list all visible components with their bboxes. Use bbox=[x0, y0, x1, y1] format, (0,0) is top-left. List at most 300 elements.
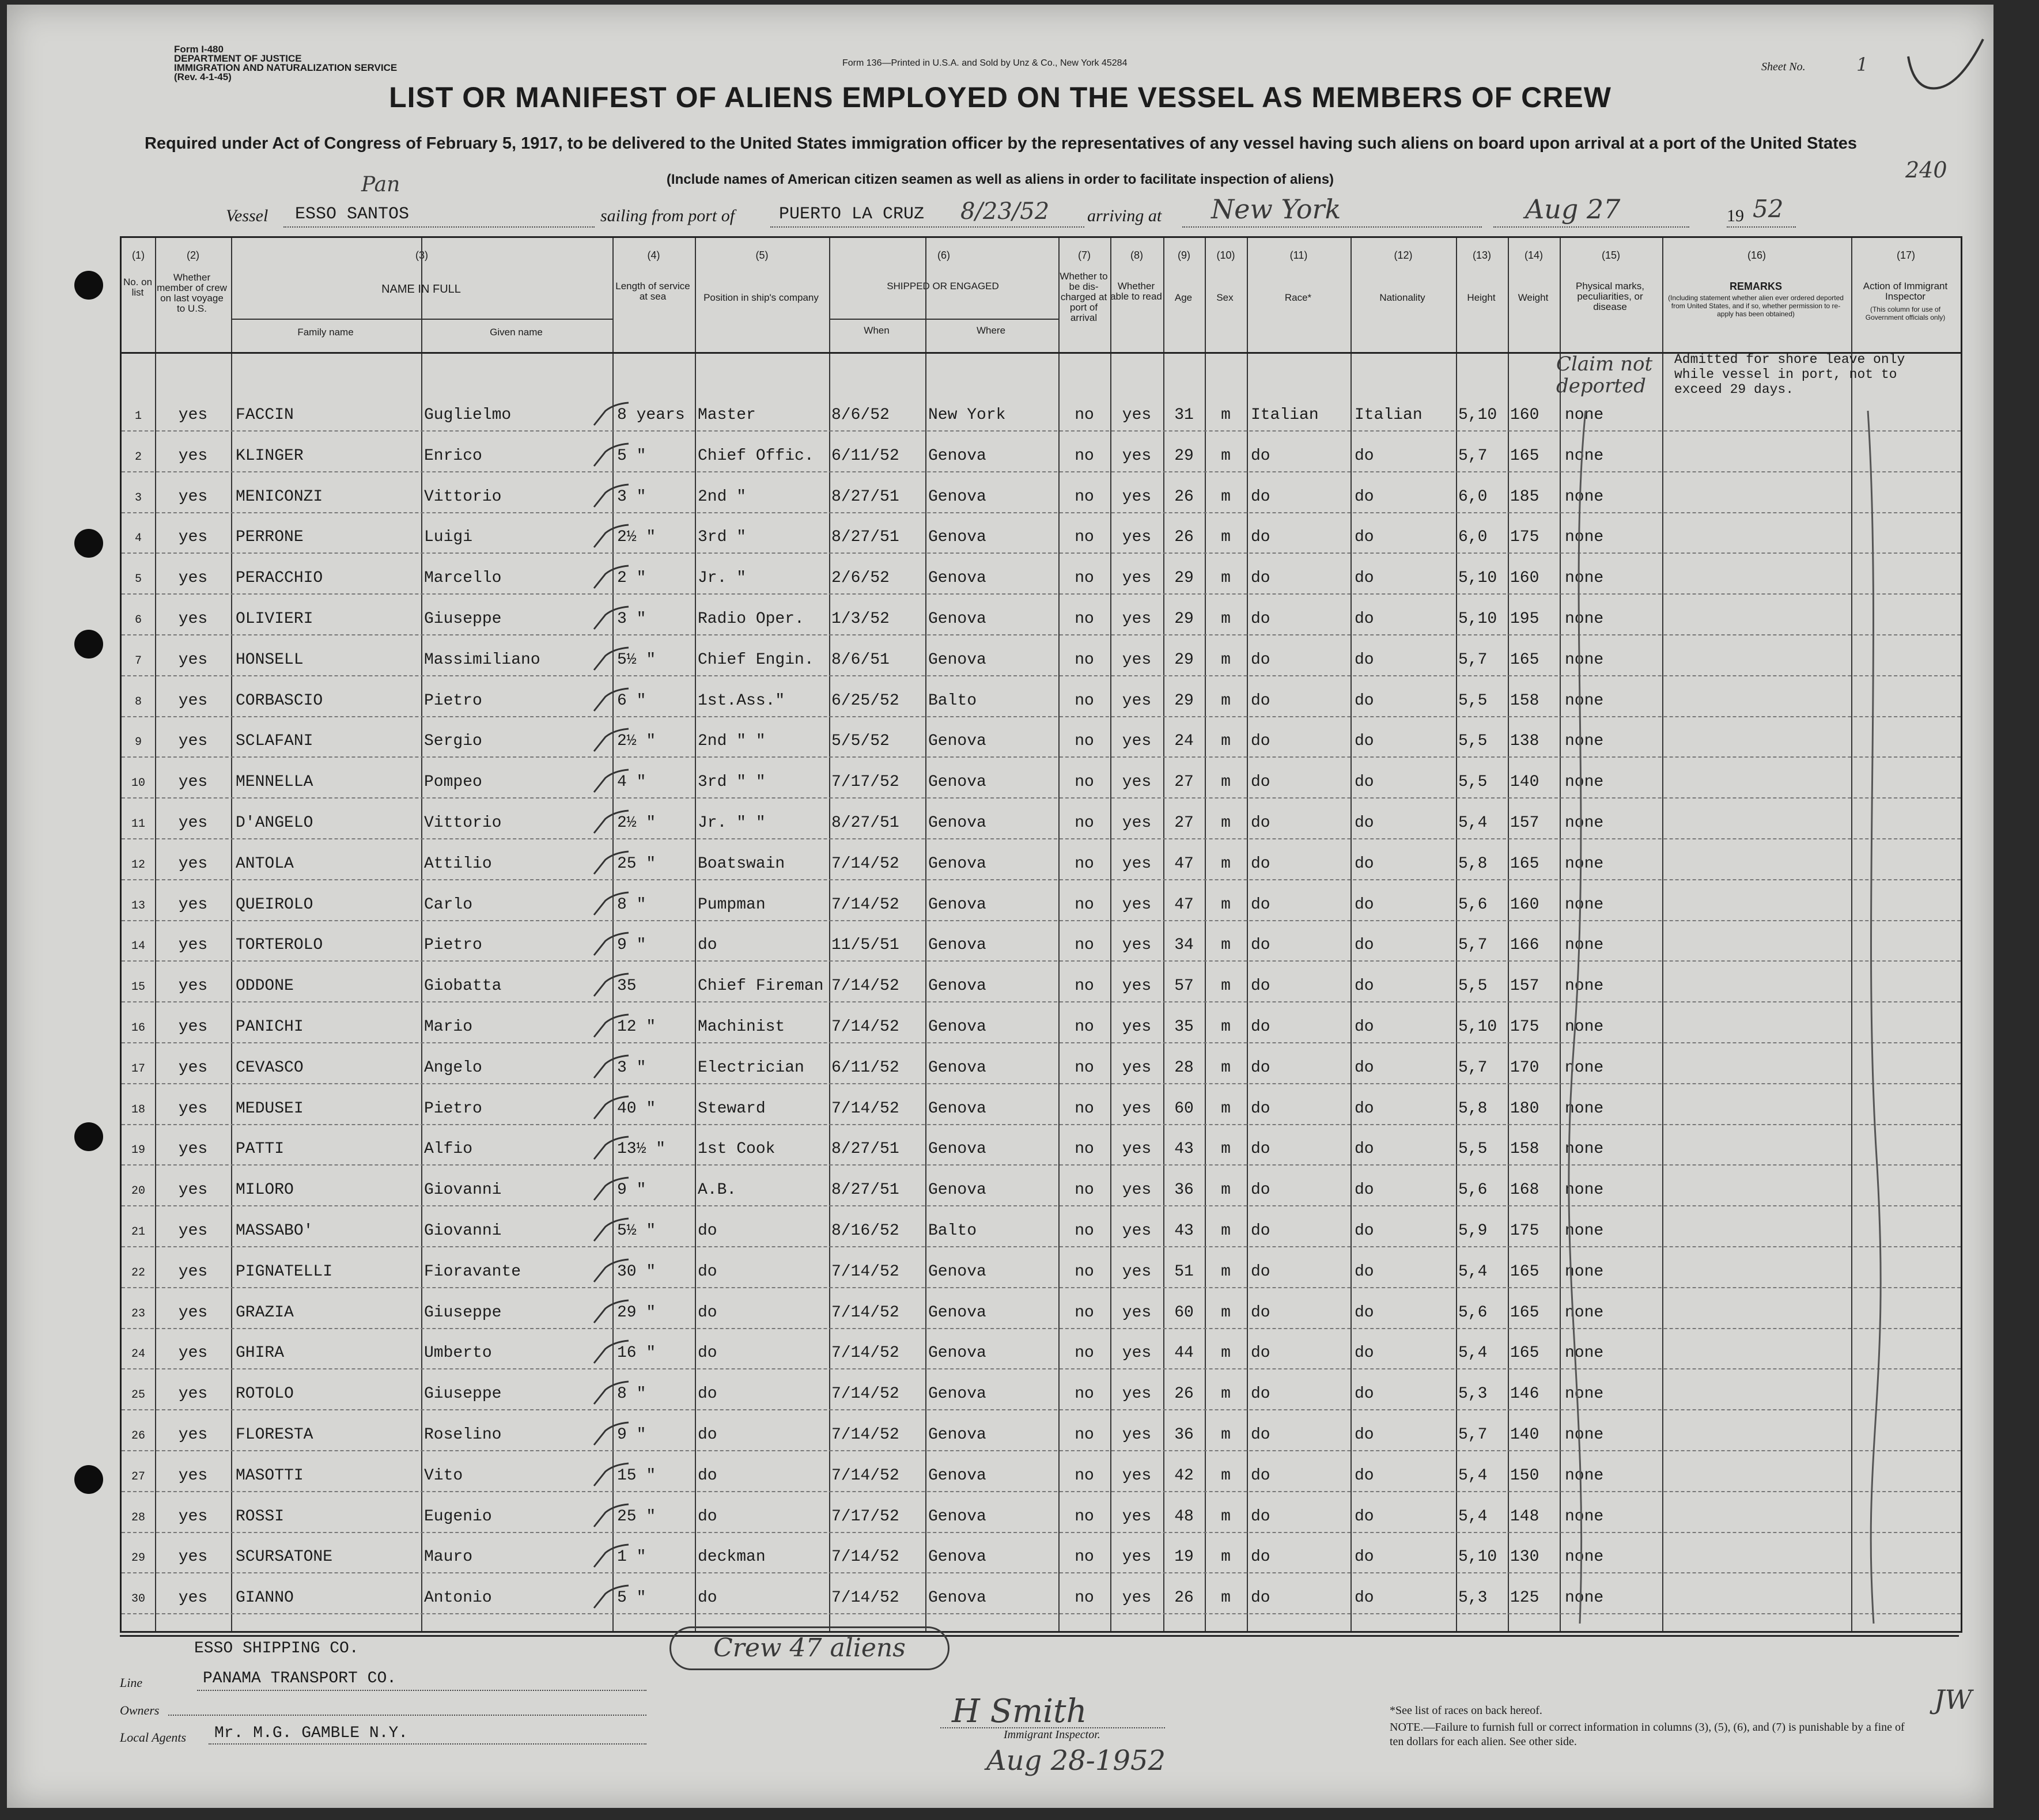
cell-nationality: do bbox=[1355, 1344, 1374, 1363]
cell-where: Genova bbox=[928, 650, 986, 669]
cell-family: MASSABO' bbox=[236, 1222, 313, 1240]
cell-marks: none bbox=[1565, 814, 1604, 832]
check-tick bbox=[591, 725, 631, 754]
inspector-date: Aug 28-1952 bbox=[986, 1745, 1166, 1777]
row-rule bbox=[122, 1491, 1961, 1492]
cell-service: 13½ " bbox=[617, 1140, 666, 1159]
check-tick bbox=[591, 521, 631, 550]
cell-age: 29 bbox=[1174, 610, 1194, 628]
cell-race: do bbox=[1251, 895, 1270, 914]
cell-member: yes bbox=[178, 1385, 208, 1403]
cell-discharged: no bbox=[1075, 569, 1094, 588]
column-divider bbox=[1662, 238, 1663, 1631]
cell-marks: none bbox=[1565, 1548, 1604, 1567]
cell-read: yes bbox=[1122, 814, 1152, 832]
cell-position: 1st Cook bbox=[698, 1140, 775, 1159]
cell-nationality: do bbox=[1355, 1018, 1374, 1036]
cell-weight: 146 bbox=[1510, 1385, 1539, 1403]
row-rule bbox=[122, 593, 1961, 595]
cell-race: do bbox=[1251, 936, 1270, 955]
cell-sex: m bbox=[1221, 1344, 1231, 1363]
cell-sex: m bbox=[1221, 1548, 1231, 1567]
check-tick bbox=[591, 562, 631, 591]
cell-when: 7/14/52 bbox=[831, 1262, 899, 1281]
header-when: When bbox=[864, 325, 890, 336]
cell-weight: 195 bbox=[1510, 610, 1539, 628]
cell-no: 17 bbox=[131, 1062, 145, 1076]
cell-when: 7/14/52 bbox=[831, 895, 899, 914]
cell-read: yes bbox=[1122, 1181, 1152, 1200]
cell-position: do bbox=[698, 1589, 717, 1607]
cell-position: 3rd " " bbox=[698, 773, 766, 792]
cell-height: 5,10 bbox=[1458, 1548, 1497, 1567]
cell-position: do bbox=[698, 1385, 717, 1403]
header-remarks: REMARKS bbox=[1729, 281, 1782, 292]
cell-marks: none bbox=[1565, 1262, 1604, 1281]
cell-no: 29 bbox=[131, 1552, 145, 1565]
form-id-line: Form I-480 bbox=[174, 44, 224, 55]
cell-when: 7/14/52 bbox=[831, 1303, 899, 1322]
cell-no: 30 bbox=[131, 1592, 145, 1606]
inspector-label: Immigrant Inspector. bbox=[1004, 1728, 1100, 1741]
cell-discharged: no bbox=[1075, 487, 1094, 506]
cell-height: 5,7 bbox=[1458, 1426, 1488, 1444]
cell-given: Pompeo bbox=[424, 773, 482, 792]
cell-height: 5,3 bbox=[1458, 1385, 1488, 1403]
cell-weight: 160 bbox=[1510, 406, 1539, 424]
cell-weight: 165 bbox=[1510, 1303, 1539, 1322]
cell-race: do bbox=[1251, 691, 1270, 710]
cell-when: 8/6/51 bbox=[831, 650, 890, 669]
cell-no: 21 bbox=[131, 1225, 145, 1239]
cell-weight: 160 bbox=[1510, 569, 1539, 588]
cell-member: yes bbox=[178, 1262, 208, 1281]
cell-weight: 180 bbox=[1510, 1099, 1539, 1118]
cell-where: Genova bbox=[928, 977, 986, 996]
agents-rule bbox=[209, 1743, 646, 1745]
cell-height: 5,7 bbox=[1458, 447, 1488, 465]
cell-race: do bbox=[1251, 1140, 1270, 1159]
check-tick bbox=[591, 440, 631, 469]
cell-marks: none bbox=[1565, 1018, 1604, 1036]
cell-position: do bbox=[698, 1466, 717, 1485]
cell-weight: 148 bbox=[1510, 1507, 1539, 1526]
cell-weight: 140 bbox=[1510, 1426, 1539, 1444]
row-rule bbox=[122, 838, 1961, 839]
cell-position: Chief Offic. bbox=[698, 447, 814, 465]
cell-family: PERRONE bbox=[236, 528, 304, 547]
cell-nationality: do bbox=[1355, 528, 1374, 547]
cell-weight: 175 bbox=[1510, 1222, 1539, 1240]
cell-marks: none bbox=[1565, 936, 1604, 955]
cell-height: 5,6 bbox=[1458, 895, 1488, 914]
cell-sex: m bbox=[1221, 569, 1231, 588]
cell-member: yes bbox=[178, 1303, 208, 1322]
column-number: (6) bbox=[937, 249, 950, 261]
corner-initials: JW bbox=[1934, 1684, 1972, 1715]
cell-nationality: do bbox=[1355, 732, 1374, 751]
cell-height: 5,8 bbox=[1458, 1099, 1488, 1118]
cell-given: Vittorio bbox=[424, 487, 502, 506]
sheet-label: Sheet No. bbox=[1761, 60, 1806, 73]
cell-read: yes bbox=[1122, 691, 1152, 710]
cell-member: yes bbox=[178, 1222, 208, 1240]
header-race: Race* bbox=[1284, 292, 1312, 303]
cell-family: SCURSATONE bbox=[236, 1548, 333, 1567]
cell-service: 4 " bbox=[617, 773, 646, 792]
row-rule bbox=[122, 634, 1961, 635]
manifest-sheet bbox=[7, 5, 1993, 1808]
cell-position: Electrician bbox=[698, 1058, 804, 1077]
cell-service: 35 bbox=[617, 977, 637, 996]
cell-no: 25 bbox=[131, 1388, 145, 1402]
cell-family: MASOTTI bbox=[236, 1466, 304, 1485]
cell-where: Genova bbox=[928, 1507, 986, 1526]
cell-discharged: no bbox=[1075, 854, 1094, 873]
cell-weight: 125 bbox=[1510, 1589, 1539, 1607]
cell-height: 5,7 bbox=[1458, 936, 1488, 955]
cell-where: Genova bbox=[928, 528, 986, 547]
cell-nationality: do bbox=[1355, 1181, 1374, 1200]
cell-marks: none bbox=[1565, 1466, 1604, 1485]
sailing-rule bbox=[770, 226, 1084, 228]
header-no: No. on list bbox=[123, 277, 153, 298]
cell-service: 9 " bbox=[617, 1426, 646, 1444]
cell-given: Giuseppe bbox=[424, 610, 502, 628]
cell-service: 25 " bbox=[617, 854, 656, 873]
cell-position: Jr. " " bbox=[698, 814, 766, 832]
cell-weight: 160 bbox=[1510, 895, 1539, 914]
cell-where: Genova bbox=[928, 1058, 986, 1077]
cell-position: Chief Engin. bbox=[698, 650, 814, 669]
header-family-name: Family name bbox=[297, 327, 354, 338]
row-rule bbox=[122, 797, 1961, 799]
column-divider bbox=[1560, 238, 1561, 1631]
cell-family: MILORO bbox=[236, 1181, 294, 1200]
cell-discharged: no bbox=[1075, 1099, 1094, 1118]
cell-member: yes bbox=[178, 732, 208, 751]
cell-position: 1st.Ass." bbox=[698, 691, 785, 710]
cell-height: 6,0 bbox=[1458, 528, 1488, 547]
cell-age: 27 bbox=[1174, 773, 1194, 792]
cell-marks: none bbox=[1565, 1589, 1604, 1607]
column-number: (9) bbox=[1178, 249, 1190, 261]
cell-no: 20 bbox=[131, 1185, 145, 1198]
cell-family: OLIVIERI bbox=[236, 610, 313, 628]
column-number: (13) bbox=[1472, 249, 1491, 261]
company-name: ESSO SHIPPING CO. bbox=[194, 1640, 359, 1658]
cell-marks: none bbox=[1565, 1385, 1604, 1403]
cell-read: yes bbox=[1122, 1548, 1152, 1567]
cell-weight: 166 bbox=[1510, 936, 1539, 955]
cell-position: deckman bbox=[698, 1548, 766, 1567]
check-tick bbox=[591, 929, 631, 958]
cell-height: 5,4 bbox=[1458, 1507, 1488, 1526]
cell-marks: none bbox=[1565, 1426, 1604, 1444]
cell-member: yes bbox=[178, 569, 208, 588]
cell-when: 7/14/52 bbox=[831, 1385, 899, 1403]
cell-family: GRAZIA bbox=[236, 1303, 294, 1322]
cell-height: 6,0 bbox=[1458, 487, 1488, 506]
cell-nationality: do bbox=[1355, 1589, 1374, 1607]
cell-service: 5½ " bbox=[617, 650, 656, 669]
column-divider bbox=[231, 238, 232, 1631]
cell-no: 28 bbox=[131, 1511, 145, 1524]
crew-table bbox=[120, 236, 1962, 1633]
cell-position: 2nd " bbox=[698, 487, 747, 506]
column-number: (15) bbox=[1601, 249, 1620, 261]
cell-member: yes bbox=[178, 773, 208, 792]
cell-age: 57 bbox=[1174, 977, 1194, 996]
cell-service: 2½ " bbox=[617, 814, 656, 832]
cell-no: 23 bbox=[131, 1307, 145, 1320]
punch-hole bbox=[74, 1465, 103, 1494]
cell-service: 2½ " bbox=[617, 732, 656, 751]
cell-nationality: do bbox=[1355, 610, 1374, 628]
cell-member: yes bbox=[178, 936, 208, 955]
cell-family: MEDUSEI bbox=[236, 1099, 304, 1118]
cell-given: Vito bbox=[424, 1466, 463, 1485]
cell-read: yes bbox=[1122, 854, 1152, 873]
cell-height: 5,5 bbox=[1458, 732, 1488, 751]
punch-hole bbox=[74, 1122, 103, 1151]
cell-service: 1 " bbox=[617, 1548, 646, 1567]
cell-weight: 158 bbox=[1510, 1140, 1539, 1159]
cell-service: 8 years bbox=[617, 406, 685, 424]
cell-position: Radio Oper. bbox=[698, 610, 804, 628]
cell-marks: none bbox=[1565, 977, 1604, 996]
cell-weight: 140 bbox=[1510, 773, 1539, 792]
cell-family: HONSELL bbox=[236, 650, 304, 669]
cell-family: MENICONZI bbox=[236, 487, 323, 506]
cell-family: CORBASCIO bbox=[236, 691, 323, 710]
cell-nationality: do bbox=[1355, 1140, 1374, 1159]
header-where: Where bbox=[976, 325, 1006, 336]
cell-given: Carlo bbox=[424, 895, 473, 914]
check-tick bbox=[591, 807, 631, 836]
cell-when: 1/3/52 bbox=[831, 610, 890, 628]
cell-sex: m bbox=[1221, 447, 1231, 465]
cell-family: PATTI bbox=[236, 1140, 285, 1159]
cell-sex: m bbox=[1221, 1589, 1231, 1607]
cell-position: Jr. " bbox=[698, 569, 747, 588]
check-tick bbox=[591, 644, 631, 673]
cell-family: FACCIN bbox=[236, 406, 294, 424]
cell-when: 7/14/52 bbox=[831, 1466, 899, 1485]
header-action-sub: (This column for use of Government officials only) bbox=[1865, 305, 1946, 321]
owners-label: Owners bbox=[120, 1703, 160, 1717]
check-tick bbox=[591, 1582, 631, 1611]
header-position: Position in ship's company bbox=[703, 292, 819, 303]
cell-position: Boatswain bbox=[698, 854, 785, 873]
cell-discharged: no bbox=[1075, 1466, 1094, 1485]
cell-discharged: no bbox=[1075, 936, 1094, 955]
cell-age: 42 bbox=[1174, 1466, 1194, 1485]
cell-age: 44 bbox=[1174, 1344, 1194, 1363]
form-id-block bbox=[174, 45, 397, 82]
cell-where: Genova bbox=[928, 1385, 986, 1403]
cell-height: 5,4 bbox=[1458, 1466, 1488, 1485]
cell-no: 13 bbox=[131, 899, 145, 913]
check-tick bbox=[591, 1215, 631, 1244]
cell-read: yes bbox=[1122, 610, 1152, 628]
cell-sex: m bbox=[1221, 1385, 1231, 1403]
row-rule bbox=[122, 879, 1961, 880]
cell-age: 34 bbox=[1174, 936, 1194, 955]
cell-age: 35 bbox=[1174, 1018, 1194, 1036]
check-tick bbox=[591, 1256, 631, 1285]
sheet-number: 1 bbox=[1856, 54, 1868, 75]
cell-sex: m bbox=[1221, 895, 1231, 914]
cell-no: 8 bbox=[134, 695, 142, 709]
row-rule bbox=[122, 553, 1961, 554]
cell-when: 7/14/52 bbox=[831, 1548, 899, 1567]
cell-race: do bbox=[1251, 1466, 1270, 1485]
failure-note: NOTE.—Failure to furnish full or correct information in columns (3), (5), (6), and (7) is punishable by a fine of ten dollars for each alien. See other side. bbox=[1390, 1721, 1905, 1748]
cell-read: yes bbox=[1122, 1058, 1152, 1077]
punch-hole bbox=[74, 271, 103, 300]
column-number: (12) bbox=[1394, 249, 1413, 261]
owners-rule bbox=[168, 1715, 646, 1716]
cell-read: yes bbox=[1122, 1385, 1152, 1403]
cell-family: QUEIROLO bbox=[236, 895, 313, 914]
cell-weight: 170 bbox=[1510, 1058, 1539, 1077]
stamp-number: 240 bbox=[1905, 157, 1947, 183]
row-rule bbox=[122, 1287, 1961, 1288]
cell-when: 7/14/52 bbox=[831, 1099, 899, 1118]
header-action-inspector: Action of Immigrant Inspector bbox=[1863, 281, 1948, 302]
cell-read: yes bbox=[1122, 447, 1152, 465]
cell-height: 5,7 bbox=[1458, 1058, 1488, 1077]
header-sex: Sex bbox=[1216, 292, 1234, 303]
check-tick bbox=[591, 1337, 631, 1366]
cell-no: 7 bbox=[134, 654, 142, 668]
cell-race: do bbox=[1251, 814, 1270, 832]
cell-nationality: do bbox=[1355, 1262, 1374, 1281]
cell-read: yes bbox=[1122, 487, 1152, 506]
cell-no: 5 bbox=[134, 573, 142, 587]
cell-nationality: do bbox=[1355, 1426, 1374, 1444]
arriving-port-handwritten: New York bbox=[1211, 194, 1341, 225]
crew-count-handwritten: Crew 47 aliens bbox=[713, 1633, 906, 1663]
cell-age: 36 bbox=[1174, 1426, 1194, 1444]
cell-given: Giobatta bbox=[424, 977, 502, 996]
cell-sex: m bbox=[1221, 1181, 1231, 1200]
cell-height: 5,4 bbox=[1458, 1262, 1488, 1281]
cell-no: 2 bbox=[134, 450, 142, 464]
cell-read: yes bbox=[1122, 1303, 1152, 1322]
column-number: (8) bbox=[1130, 249, 1143, 261]
cell-marks: none bbox=[1565, 650, 1604, 669]
cell-position: Steward bbox=[698, 1099, 766, 1118]
cell-discharged: no bbox=[1075, 650, 1094, 669]
cell-no: 15 bbox=[131, 981, 145, 994]
cell-member: yes bbox=[178, 854, 208, 873]
cell-position: do bbox=[698, 1262, 717, 1281]
cell-given: Roselino bbox=[424, 1426, 502, 1444]
cell-race: do bbox=[1251, 1385, 1270, 1403]
cell-where: Genova bbox=[928, 1589, 986, 1607]
cell-given: Fioravante bbox=[424, 1262, 521, 1281]
cell-where: Balto bbox=[928, 1222, 977, 1240]
cell-race: do bbox=[1251, 569, 1270, 588]
cell-no: 6 bbox=[134, 614, 142, 627]
cell-where: Genova bbox=[928, 1426, 986, 1444]
cell-no: 12 bbox=[131, 858, 145, 872]
cell-when: 7/14/52 bbox=[831, 977, 899, 996]
cell-age: 26 bbox=[1174, 487, 1194, 506]
column-number: (10) bbox=[1216, 249, 1235, 261]
cell-sex: m bbox=[1221, 814, 1231, 832]
cell-where: Genova bbox=[928, 1466, 986, 1485]
row-rule bbox=[122, 430, 1961, 432]
cell-race: do bbox=[1251, 1181, 1270, 1200]
cell-service: 3 " bbox=[617, 487, 646, 506]
cell-position: do bbox=[698, 1344, 717, 1363]
cell-given: Mario bbox=[424, 1018, 473, 1036]
cell-nationality: do bbox=[1355, 1303, 1374, 1322]
cell-no: 27 bbox=[131, 1470, 145, 1484]
cell-nationality: do bbox=[1355, 854, 1374, 873]
cell-sex: m bbox=[1221, 1058, 1231, 1077]
cell-read: yes bbox=[1122, 528, 1152, 547]
column-divider bbox=[695, 238, 696, 1631]
cell-family: ANTOLA bbox=[236, 854, 294, 873]
cell-no: 3 bbox=[134, 491, 142, 505]
cell-race: do bbox=[1251, 1303, 1270, 1322]
cell-member: yes bbox=[178, 1426, 208, 1444]
row-rule bbox=[122, 1124, 1961, 1125]
cell-discharged: no bbox=[1075, 814, 1094, 832]
cell-service: 15 " bbox=[617, 1466, 656, 1485]
cell-service: 9 " bbox=[617, 1181, 646, 1200]
cell-position: A.B. bbox=[698, 1181, 737, 1200]
cell-sex: m bbox=[1221, 936, 1231, 955]
cell-given: Antonio bbox=[424, 1589, 492, 1607]
cell-read: yes bbox=[1122, 732, 1152, 751]
cell-where: Genova bbox=[928, 569, 986, 588]
column-number: (4) bbox=[647, 249, 660, 261]
cell-no: 9 bbox=[134, 736, 142, 750]
cell-nationality: Italian bbox=[1355, 406, 1423, 424]
cell-service: 30 " bbox=[617, 1262, 656, 1281]
cell-marks: none bbox=[1565, 773, 1604, 792]
cell-race: do bbox=[1251, 487, 1270, 506]
cell-family: MENNELLA bbox=[236, 773, 313, 792]
cell-family: GIANNO bbox=[236, 1589, 294, 1607]
cell-where: New York bbox=[928, 406, 1006, 424]
cell-sex: m bbox=[1221, 732, 1231, 751]
cell-family: CEVASCO bbox=[236, 1058, 304, 1077]
column-divider bbox=[421, 238, 422, 1631]
cell-when: 7/14/52 bbox=[831, 1018, 899, 1036]
cell-nationality: do bbox=[1355, 1222, 1374, 1240]
cell-race: do bbox=[1251, 650, 1270, 669]
row-rule bbox=[122, 920, 1961, 921]
cell-age: 29 bbox=[1174, 447, 1194, 465]
cell-sex: m bbox=[1221, 1426, 1231, 1444]
cell-discharged: no bbox=[1075, 1181, 1094, 1200]
cell-where: Genova bbox=[928, 487, 986, 506]
cell-member: yes bbox=[178, 528, 208, 547]
cell-when: 8/27/51 bbox=[831, 1140, 899, 1159]
cell-age: 43 bbox=[1174, 1222, 1194, 1240]
column-number: (16) bbox=[1747, 249, 1766, 261]
cell-service: 3 " bbox=[617, 1058, 646, 1077]
cell-member: yes bbox=[178, 406, 208, 424]
cell-when: 7/14/52 bbox=[831, 1344, 899, 1363]
cell-nationality: do bbox=[1355, 1466, 1374, 1485]
